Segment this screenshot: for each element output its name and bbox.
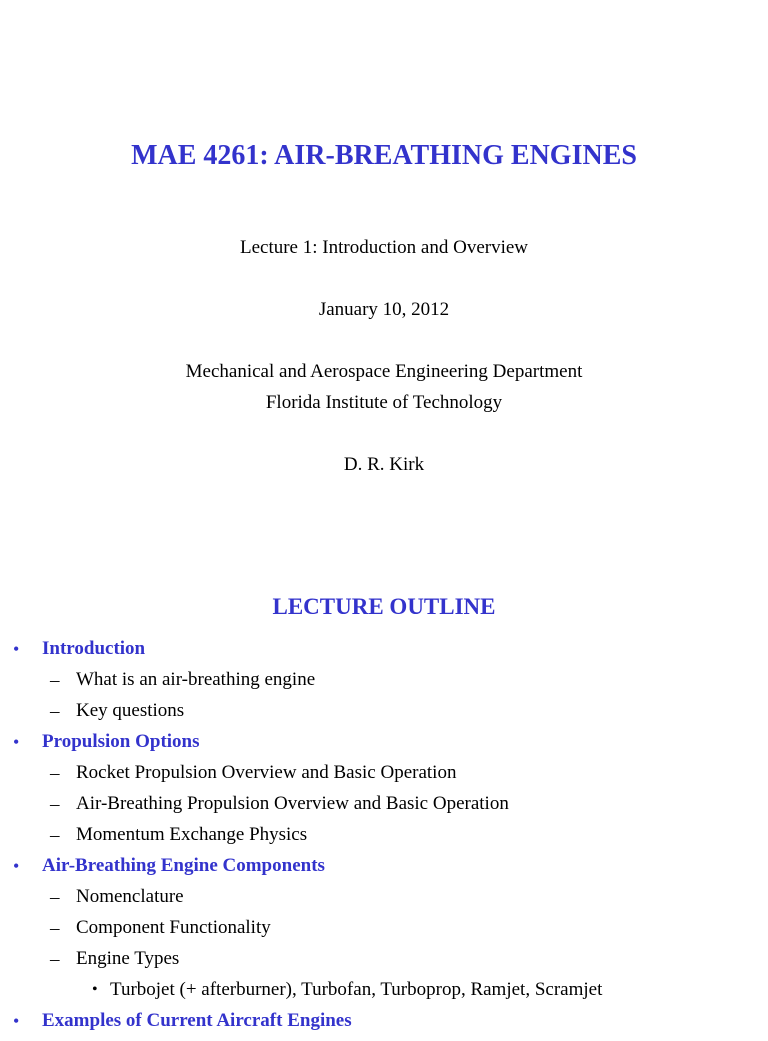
- outline-item-text: Examples of Current Aircraft Engines: [42, 1010, 352, 1031]
- outline-subitem-text: Air-Breathing Propulsion Overview and Basic Operation: [76, 793, 509, 814]
- dash-icon: –: [50, 670, 60, 691]
- dash-icon: –: [50, 918, 60, 939]
- outline-subitem: [0, 700, 768, 731]
- bullet-icon: •: [13, 639, 20, 659]
- dash-icon: –: [50, 701, 60, 722]
- outline-title: LECTURE OUTLINE: [272, 594, 496, 619]
- outline-subitem: [0, 948, 768, 979]
- outline-item-text: Introduction: [42, 638, 146, 659]
- outline-list: [0, 638, 768, 1041]
- outline-subitem-text: Key questions: [76, 700, 185, 721]
- bullet-icon: •: [92, 981, 98, 998]
- outline-item: [0, 855, 768, 886]
- outline-subitem: [0, 917, 768, 948]
- outline-item: [0, 731, 768, 762]
- department-name: Mechanical and Aerospace Engineering Department: [185, 361, 583, 382]
- outline-subitem: [0, 793, 768, 824]
- outline-subitem: [0, 824, 768, 855]
- outline-item-text: Propulsion Options: [42, 731, 200, 752]
- dash-icon: –: [50, 887, 60, 908]
- lecture-date: January 10, 2012: [318, 299, 450, 320]
- institution-name: Florida Institute of Technology: [265, 392, 503, 413]
- dash-icon: –: [50, 763, 60, 784]
- outline-slide: [0, 560, 768, 1031]
- author-name: D. R. Kirk: [343, 454, 425, 475]
- dash-icon: –: [50, 825, 60, 846]
- outline-subsubitem-text: Turbojet (+ afterburner), Turbofan, Turboprop, Ramjet, Scramjet: [110, 979, 603, 1000]
- outline-subitem-text: Rocket Propulsion Overview and Basic Operation: [76, 762, 457, 783]
- outline-subitem-text: What is an air-breathing engine: [76, 669, 316, 690]
- outline-subitem-text: Component Functionality: [76, 917, 271, 938]
- outline-subitem: [0, 886, 768, 917]
- dash-icon: –: [50, 949, 60, 970]
- outline-subitem-text: Nomenclature: [76, 886, 184, 907]
- outline-item-text: Air-Breathing Engine Components: [42, 855, 325, 876]
- outline-subsubitem: [0, 979, 768, 1010]
- course-title: MAE 4261: AIR-BREATHING ENGINES: [131, 140, 637, 171]
- bullet-icon: •: [13, 1011, 20, 1031]
- outline-subitem-text: Momentum Exchange Physics: [76, 824, 308, 845]
- outline-subitem: [0, 669, 768, 700]
- bullet-icon: •: [13, 732, 20, 752]
- outline-item: [0, 1010, 768, 1041]
- lecture-subtitle: Lecture 1: Introduction and Overview: [239, 237, 529, 258]
- dash-icon: –: [50, 794, 60, 815]
- bullet-icon: •: [13, 856, 20, 876]
- outline-subitem-text: Engine Types: [76, 948, 180, 969]
- outline-subitem: [0, 762, 768, 793]
- outline-item: [0, 638, 768, 669]
